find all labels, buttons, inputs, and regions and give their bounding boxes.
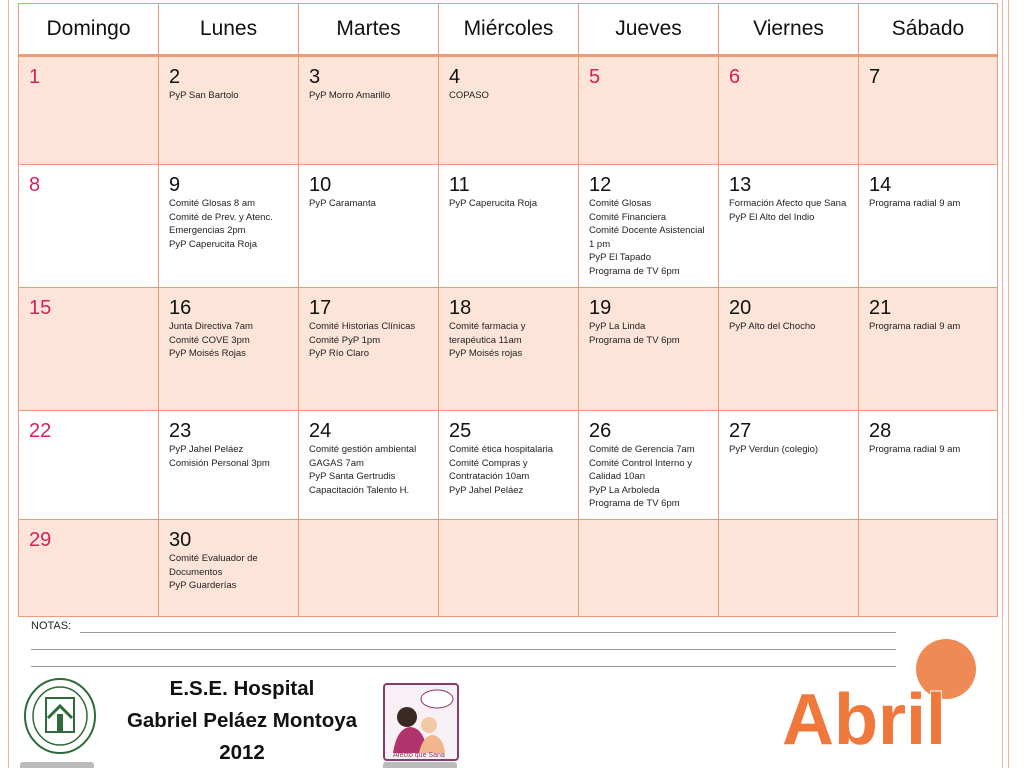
- day-cell: [159, 520, 299, 617]
- weekday-header: Martes: [299, 4, 439, 56]
- day-events: Comité ética hospitalaria Comité Compras y Contratación 10am PyP Jahel Peláez: [449, 444, 554, 496]
- day-cell: [19, 56, 159, 165]
- calendar-table: [18, 3, 998, 617]
- day-number: 12: [589, 174, 612, 196]
- day-events: Comité de Gerencia 7am Comité Control Interno y Calidad 10an PyP La Arboleda Programa de TV 6pm: [589, 444, 695, 510]
- month-name: Abril: [781, 680, 947, 756]
- week-row: [19, 520, 998, 617]
- day-events: Junta Directiva 7am Comité COVE 3pm PyP Moisés Rojas: [169, 321, 253, 360]
- day-events: PyP La Linda Programa de TV 6pm: [589, 321, 680, 346]
- day-events: COPASO: [449, 90, 489, 101]
- weekday-header: Jueves: [579, 4, 719, 56]
- day-cell: [299, 165, 439, 288]
- month-title: [764, 672, 964, 756]
- day-events: PyP Jahel Peláez Comisión Personal 3pm: [169, 444, 270, 469]
- day-number: 8: [29, 174, 41, 196]
- title-year: 2012: [219, 741, 265, 764]
- day-cell: [19, 520, 159, 617]
- day-events: Programa radial 9 am: [869, 321, 961, 332]
- day-cell: [859, 165, 998, 288]
- day-events: PyP Morro Amarillo: [309, 90, 391, 101]
- weekday-header-row: [19, 4, 998, 56]
- day-number: 25: [449, 420, 472, 442]
- day-number: 17: [309, 297, 332, 319]
- day-cell: [719, 411, 859, 520]
- weekday-header: Miércoles: [439, 4, 579, 56]
- day-number: 6: [729, 66, 741, 88]
- day-cell: [19, 411, 159, 520]
- footer-decor-bar: [20, 762, 94, 768]
- day-cell: [719, 165, 859, 288]
- day-events: Comité Evaluador de Documentos PyP Guarderías: [169, 553, 258, 592]
- title-line: E.S.E. Hospital: [169, 677, 315, 700]
- day-cell: [579, 56, 719, 165]
- day-cell: [579, 411, 719, 520]
- day-events: PyP Caramanta: [309, 198, 376, 209]
- day-number: 15: [29, 297, 52, 319]
- afecto-que-sana-logo: [383, 683, 459, 761]
- day-events: PyP Verdun (colegio): [729, 444, 819, 455]
- day-events: PyP Caperucita Roja: [449, 198, 538, 209]
- day-cell: [299, 520, 439, 617]
- day-number: 4: [449, 66, 461, 88]
- day-number: 7: [869, 66, 881, 88]
- day-number: 29: [29, 529, 52, 551]
- day-events: Comité farmacia y terapéutica 11am PyP Moisés rojas: [449, 321, 526, 360]
- day-cell: [439, 520, 579, 617]
- day-number: 27: [729, 420, 752, 442]
- weekday-header: Lunes: [159, 4, 299, 56]
- day-events: Comité Historias Clínicas Comité PyP 1pm PyP Río Claro: [309, 321, 416, 360]
- day-number: 10: [309, 174, 332, 196]
- logo-caption: Afecto que Sana: [393, 752, 445, 759]
- week-row: [19, 56, 998, 165]
- day-number: 14: [869, 174, 892, 196]
- day-number: 22: [29, 420, 52, 442]
- day-cell: [859, 56, 998, 165]
- day-cell: [719, 288, 859, 411]
- weekday-header: Domingo: [19, 4, 159, 56]
- day-number: 30: [169, 529, 192, 551]
- notes-line: [80, 632, 896, 633]
- week-row: [19, 288, 998, 411]
- day-number: 3: [309, 66, 321, 88]
- hospital-logo: [22, 676, 98, 758]
- day-cell: [579, 165, 719, 288]
- day-cell: [719, 56, 859, 165]
- day-number: 13: [729, 174, 752, 196]
- day-events: Comité gestión ambiental GAGAS 7am PyP Santa Gertrudis Capacitación Talento H.: [309, 444, 417, 496]
- day-cell: [159, 411, 299, 520]
- title-line: Gabriel Peláez Montoya: [126, 709, 358, 732]
- day-number: 11: [449, 174, 470, 196]
- day-cell: [299, 411, 439, 520]
- day-number: 18: [449, 297, 472, 319]
- left-border-line: [8, 0, 9, 768]
- day-events: PyP Alto del Chocho: [729, 321, 816, 332]
- notes-label: NOTAS:: [31, 620, 72, 632]
- weekday-header: Viernes: [719, 4, 859, 56]
- day-events: Comité Glosas Comité Financiera Comité Docente Asistencial 1 pm PyP El Tapado Programa de TV 6pm: [589, 198, 705, 277]
- day-number: 9: [169, 174, 181, 196]
- day-number: 21: [869, 297, 892, 319]
- day-cell: [439, 56, 579, 165]
- day-number: 28: [869, 420, 892, 442]
- day-number: 26: [589, 420, 612, 442]
- day-cell: [19, 288, 159, 411]
- day-number: 24: [309, 420, 332, 442]
- day-cell: [859, 520, 998, 617]
- day-cell: [439, 165, 579, 288]
- day-cell: [299, 288, 439, 411]
- footer-decor-bar: [383, 762, 457, 768]
- right-border-line-outer: [1002, 0, 1003, 768]
- day-number: 1: [29, 66, 41, 88]
- week-row: [19, 165, 998, 288]
- notes-line: [31, 666, 896, 667]
- day-cell: [159, 165, 299, 288]
- day-number: 2: [169, 66, 181, 88]
- day-cell: [859, 411, 998, 520]
- day-events: Programa radial 9 am: [869, 444, 961, 455]
- day-cell: [579, 520, 719, 617]
- day-events: Formación Afecto que Sana PyP El Alto del Indio: [729, 198, 847, 223]
- weekday-header: Sábado: [859, 4, 998, 56]
- day-number: 23: [169, 420, 192, 442]
- day-cell: [159, 288, 299, 411]
- right-border-line-inner: [1008, 0, 1009, 768]
- hospital-title: [112, 673, 372, 769]
- day-number: 19: [589, 297, 612, 319]
- day-number: 5: [589, 66, 601, 88]
- week-row: [19, 411, 998, 520]
- day-cell: [859, 288, 998, 411]
- notes-line: [31, 649, 896, 650]
- day-events: Comité Glosas 8 am Comité de Prev. y Atenc. Emergencias 2pm PyP Caperucita Roja: [169, 198, 273, 250]
- day-events: Programa radial 9 am: [869, 198, 961, 209]
- day-cell: [159, 56, 299, 165]
- day-number: 16: [169, 297, 192, 319]
- day-cell: [439, 411, 579, 520]
- day-number: 20: [729, 297, 752, 319]
- day-cell: [299, 56, 439, 165]
- day-events: PyP San Bartolo: [169, 90, 239, 101]
- day-cell: [719, 520, 859, 617]
- day-cell: [579, 288, 719, 411]
- day-cell: [19, 165, 159, 288]
- day-cell: [439, 288, 579, 411]
